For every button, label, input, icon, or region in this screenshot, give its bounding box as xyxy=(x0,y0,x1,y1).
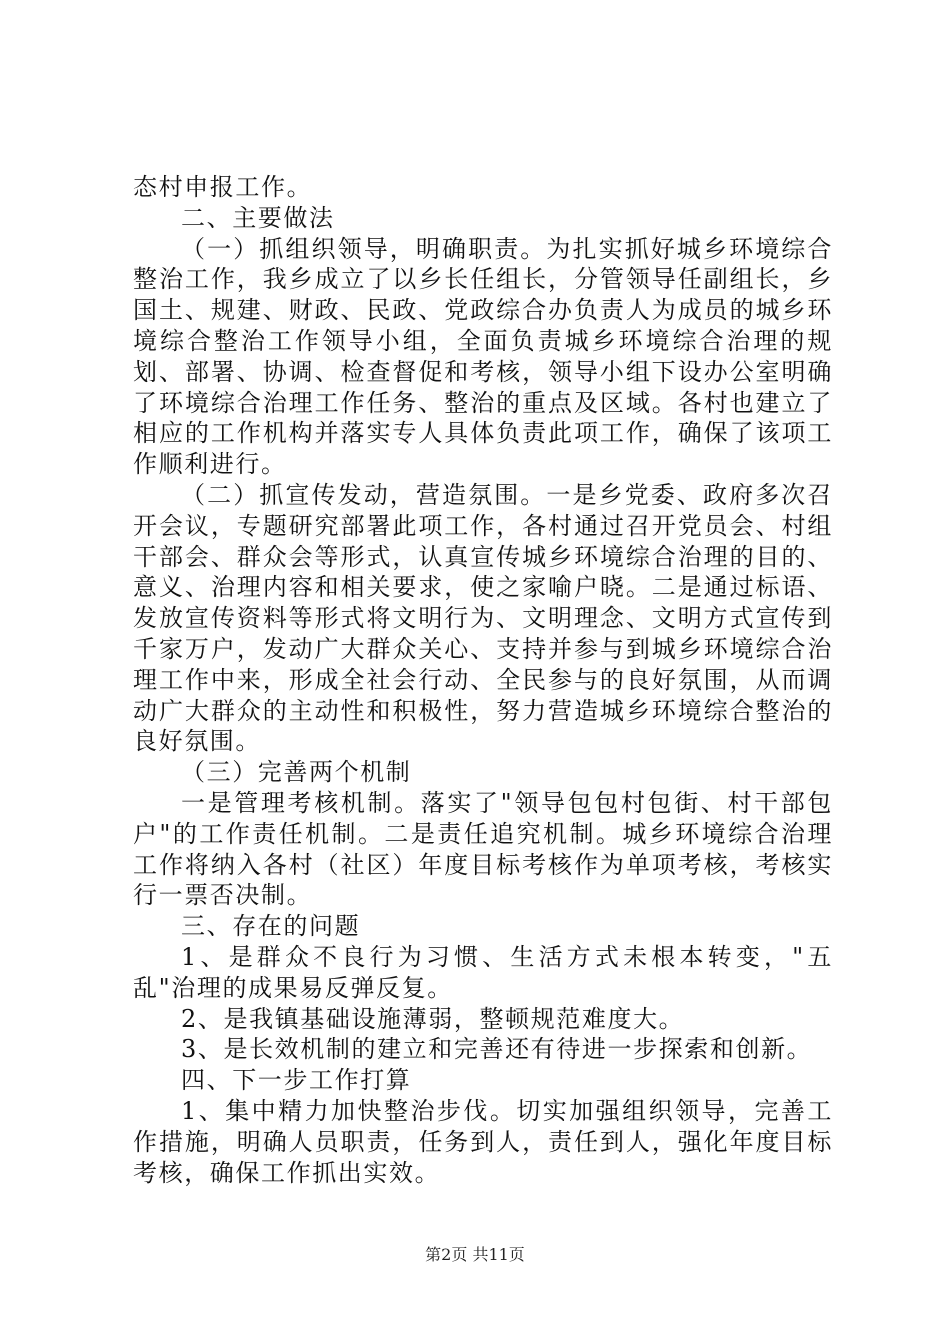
section-heading-next-steps: 四、下一步工作打算 xyxy=(181,1066,412,1095)
problem-item-1: 1、是群众不良行为习惯、生活方式未根本转变，"五乱"治理的成果易反弹反复。 xyxy=(133,942,833,1002)
paragraph-organization-leadership: （一）抓组织领导，明确职责。为扎实抓好城乡环境综合整治工作，我乡成立了以乡长任组长，分管领导任副组长，乡国土、规建、财政、民政、党政综合办负责人为成员的城乡环境综合整治工作领导小组，全面负责城乡环境综合治理的规划、部署、协调、检查督促和考核，领导小组下设办公室明确了环境综合治理工作任务、整治的重点及区域。各村也建立了相应的工作机构并落实专人具体负责此项工作，确保了该项工作顺利进行。 xyxy=(133,234,833,479)
next-step-item-1: 1、集中精力加快整治步伐。切实加强组织领导，完善工作措施，明确人员职责，任务到人，责任到人，强化年度目标考核，确保工作抓出实效。 xyxy=(133,1096,833,1187)
page-number-footer: 第2页 共11页 xyxy=(425,1245,525,1264)
subheading-two-mechanisms: （三）完善两个机制 xyxy=(181,758,412,787)
problem-item-2: 2、是我镇基础设施薄弱，整顿规范难度大。 xyxy=(181,1004,685,1033)
section-heading-main-practices: 二、主要做法 xyxy=(181,203,335,232)
document-body xyxy=(133,172,833,1188)
section-heading-problems: 三、存在的问题 xyxy=(181,912,361,941)
paragraph-continuation: 态村申报工作。 xyxy=(133,173,313,201)
problem-item-3: 3、是长效机制的建立和完善还有待进一步探索和创新。 xyxy=(181,1035,813,1064)
paragraph-publicity: （二）抓宣传发动，营造氛围。一是乡党委、政府多次召开会议，专题研究部署此项工作，各村通过召开党员会、村组干部会、群众会等形式，认真宣传城乡环境综合治理的目的、意义、治理内容和相关要求，使之家喻户晓。二是通过标语、发放宣传资料等形式将文明行为、文明理念、文明方式宣传到千家万户，发动广大群众关心、支持并参与到城乡环境综合治理工作中来，形成全社会行动、全民参与的良好氛围，从而调动广大群众的主动性和积极性，努力营造城乡环境综合整治的良好氛围。 xyxy=(133,480,833,756)
paragraph-mechanisms: 一是管理考核机制。落实了"领导包包村包街、村干部包户"的工作责任机制。二是责任追究机制。城乡环境综合治理工作将纳入各村（社区）年度目标考核作为单项考核，考核实行一票否决制。 xyxy=(133,788,833,910)
